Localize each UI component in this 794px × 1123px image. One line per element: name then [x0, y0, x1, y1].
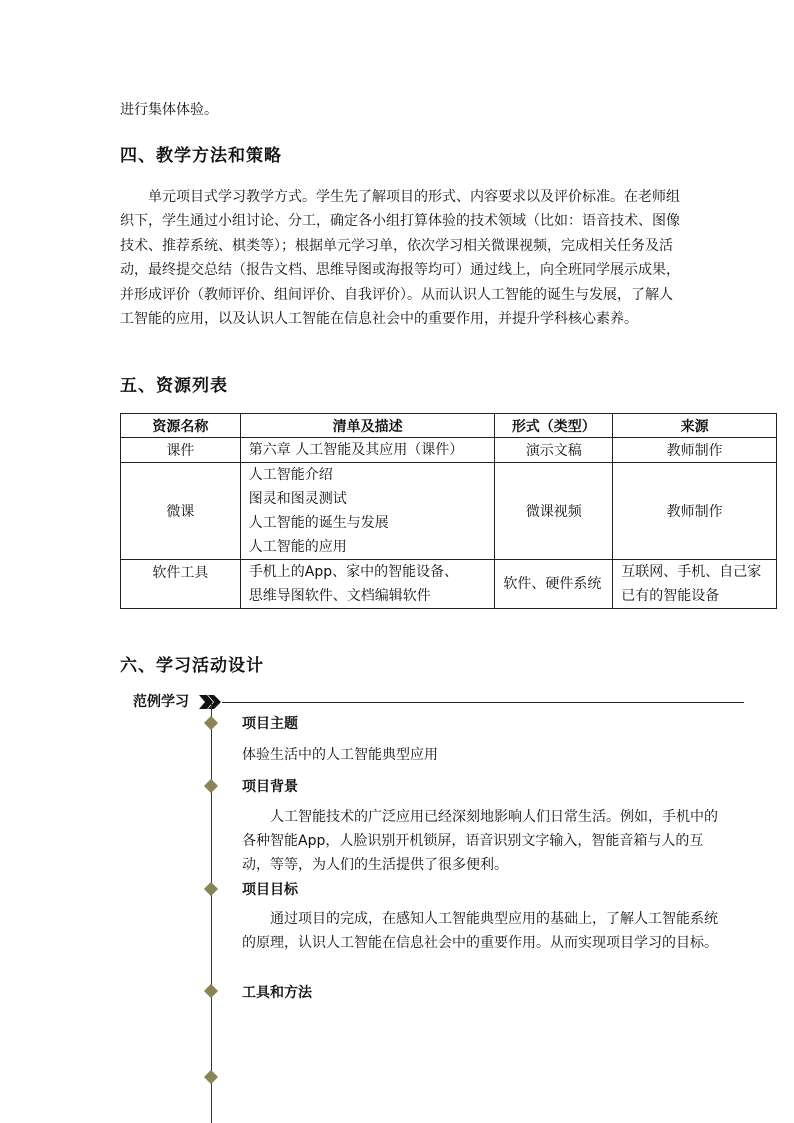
header-source: 来源 — [613, 414, 777, 438]
cell-desc — [240, 463, 495, 560]
section-4-paragraph — [120, 185, 680, 331]
cell-form: 演示文稿 — [495, 438, 613, 463]
cell-desc — [240, 438, 495, 463]
item-title: 项目主题 — [242, 716, 298, 732]
cell-source: 教师制作 — [613, 438, 777, 463]
table-row — [121, 463, 777, 560]
timeline-diamond-icon — [204, 882, 218, 896]
desc-line: 思维导图软件、文档编辑软件 — [248, 588, 431, 604]
desc-line: 人工智能的应用 — [248, 539, 347, 555]
timeline-diamond-icon — [204, 779, 218, 793]
section-6-heading: 六、学习活动设计 — [120, 656, 264, 676]
item-body: 人工智能技术的广泛应用已经深刻地影响人们日常生活。例如，手机中的各种智能App，人脸识别开机锁屏，语音识别文字输入，智能音箱与人的互动，等等，为人们的生活提供了很多便利。 — [242, 809, 718, 873]
header-form-type: 形式（类型） — [495, 414, 613, 438]
cell-name: 课件 — [121, 438, 241, 463]
table-row — [121, 560, 777, 609]
desc-line: 图灵和图灵测试 — [248, 491, 347, 507]
item-title: 项目背景 — [242, 779, 298, 795]
timeline-label: 范例学习 — [133, 694, 189, 710]
timeline-diamond-icon — [204, 1070, 218, 1084]
item-title: 项目目标 — [242, 882, 298, 898]
item-body-wrap — [242, 805, 720, 877]
item-body: 通过项目的完成，在感知人工智能典型应用的基础上，了解人工智能系统的原理，认识人工智能在信息社会中的重要作用。从而实现项目学习的目标。 — [242, 911, 718, 951]
header-resource-name: 资源名称 — [121, 414, 241, 438]
item-body-wrap — [242, 907, 720, 955]
desc-line: 人工智能介绍 — [248, 467, 333, 483]
timeline-horizontal-rule — [222, 702, 744, 703]
section-4-body: 单元项目式学习教学方式。学生先了解项目的形式、内容要求以及评价标准。在老师组织下，学生通过小组讨论、分工，确定各小组打算体验的技术领域（比如：语音技术、图像技术、推荐系统、棋类等）；根据单元学习单，依次学习相关微课视频，完成相关任务及活动，最终提交总结（报告文档、思维导图或海报等均可）通过线上，向全班同学展示成果，并形成评价（教师评价、组间评价、自我评价）。从而认识人工智能的诞生与发展，了解人工智能的应用，以及认识人工智能在信息社会中的重要作用，并提升学科核心素养。 — [120, 189, 680, 328]
resource-table — [120, 413, 777, 609]
timeline-vertical-line — [211, 703, 212, 1123]
table-header-row — [121, 414, 777, 438]
desc-line: 手机上的App、家中的智能设备、 — [248, 564, 459, 580]
section-4-heading: 四、教学方法和策略 — [120, 146, 282, 166]
desc-line: 人工智能的诞生与发展 — [248, 515, 389, 531]
timeline-diamond-icon — [204, 716, 218, 730]
item-body: 体验生活中的人工智能典型应用 — [242, 747, 438, 763]
cell-form: 微课视频 — [495, 463, 613, 560]
cell-form: 软件、硬件系统 — [495, 560, 613, 609]
cell-name: 软件工具 — [121, 560, 241, 609]
cell-source: 互联网、手机、自己家已有的智能设备 — [613, 560, 777, 609]
cell-source: 教师制作 — [613, 463, 777, 560]
intro-tail-text: 进行集体体验。 — [120, 102, 218, 118]
header-list-description: 清单及描述 — [240, 414, 495, 438]
section-5-heading: 五、资源列表 — [120, 376, 228, 396]
table-row — [121, 438, 777, 463]
item-title: 工具和方法 — [242, 985, 312, 1001]
desc-line: 第六章 人工智能及其应用（课件） — [248, 442, 464, 458]
cell-name: 微课 — [121, 463, 241, 560]
timeline-diamond-icon — [204, 984, 218, 998]
cell-desc — [240, 560, 495, 609]
